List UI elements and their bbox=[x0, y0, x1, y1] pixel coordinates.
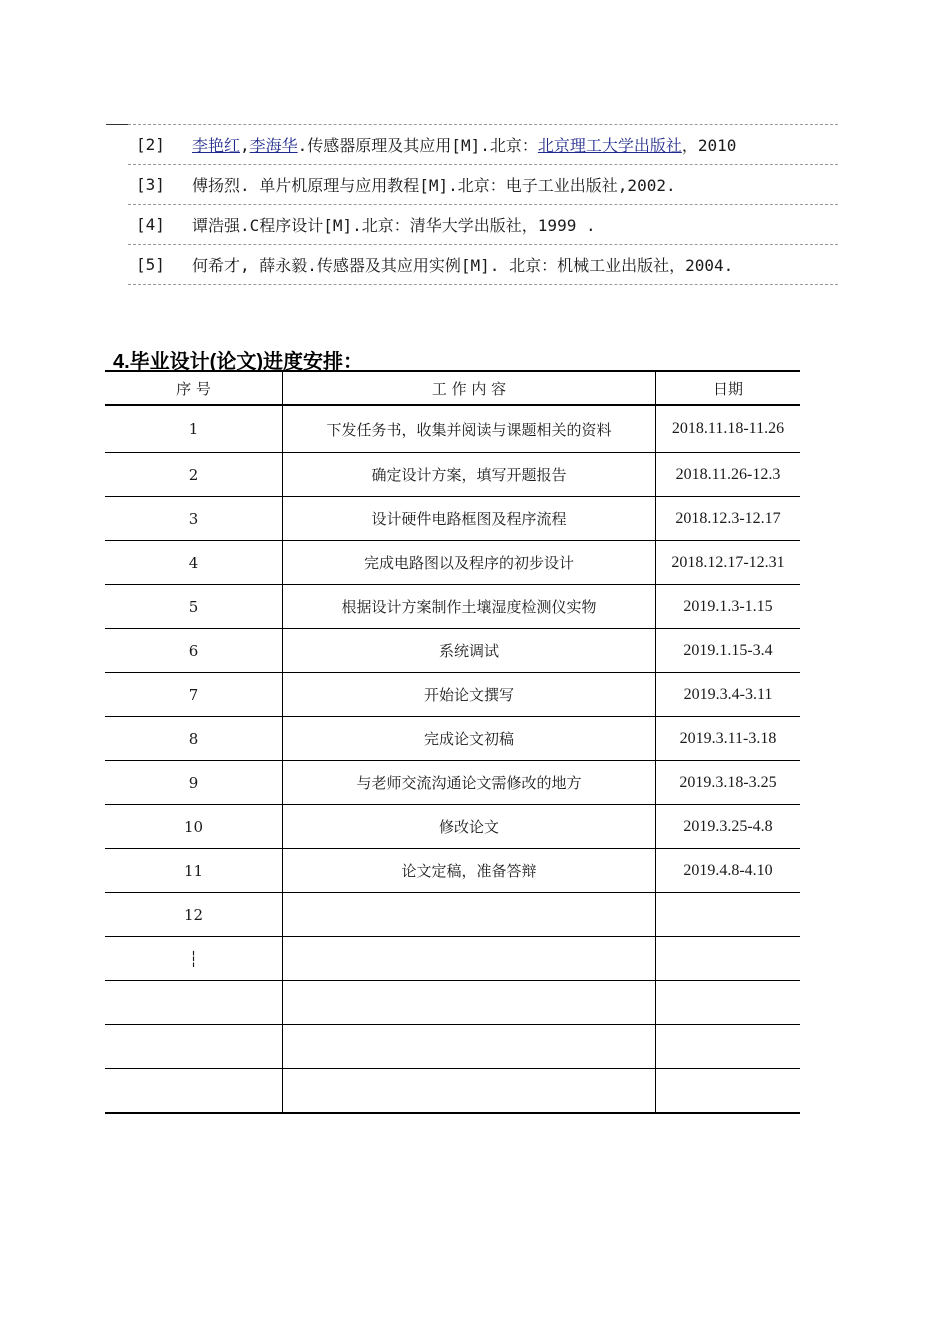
reference-item bbox=[128, 245, 838, 285]
row-content bbox=[283, 981, 656, 1025]
table-row bbox=[105, 805, 800, 849]
table-row bbox=[105, 497, 800, 541]
table-row bbox=[105, 541, 800, 585]
row-date: 2019.3.11-3.18 bbox=[656, 717, 801, 761]
row-date: 2018.12.17-12.31 bbox=[656, 541, 801, 585]
row-date: 2018.12.3-12.17 bbox=[656, 497, 801, 541]
row-date bbox=[656, 1069, 801, 1114]
row-seq: 8 bbox=[105, 717, 283, 761]
reference-text bbox=[192, 253, 733, 276]
row-content bbox=[283, 893, 656, 937]
row-content: 设计硬件电路框图及程序流程 bbox=[283, 497, 656, 541]
row-content: 根据设计方案制作土壤湿度检测仪实物 bbox=[283, 585, 656, 629]
row-content: 完成论文初稿 bbox=[283, 717, 656, 761]
row-date: 2019.3.4-3.11 bbox=[656, 673, 801, 717]
reference-link[interactable]: 李海华 bbox=[249, 136, 298, 155]
reference-list bbox=[128, 124, 838, 285]
row-content bbox=[283, 1069, 656, 1114]
reference-number: [5] bbox=[136, 255, 165, 274]
table-row bbox=[105, 1025, 800, 1069]
reference-link[interactable]: 李艳红 bbox=[192, 136, 241, 155]
row-content: 修改论文 bbox=[283, 805, 656, 849]
table-row bbox=[105, 453, 800, 497]
reference-item bbox=[128, 165, 838, 205]
reference-text bbox=[192, 173, 676, 196]
row-content: 论文定稿，准备答辩 bbox=[283, 849, 656, 893]
table-row bbox=[105, 629, 800, 673]
row-date: 2018.11.18-11.26 bbox=[656, 405, 801, 453]
reference-text bbox=[192, 213, 596, 236]
table-row bbox=[105, 1069, 800, 1114]
row-date bbox=[656, 981, 801, 1025]
table-header-row bbox=[105, 371, 800, 405]
table-row bbox=[105, 673, 800, 717]
row-seq: 3 bbox=[105, 497, 283, 541]
row-seq: 1 bbox=[105, 405, 283, 453]
row-seq: 10 bbox=[105, 805, 283, 849]
row-seq: 2 bbox=[105, 453, 283, 497]
row-seq bbox=[105, 1025, 283, 1069]
reference-link[interactable]: 北京理工大学出版社 bbox=[537, 136, 682, 155]
row-seq: 6 bbox=[105, 629, 283, 673]
reference-number: [3] bbox=[136, 175, 165, 194]
row-seq: 9 bbox=[105, 761, 283, 805]
row-seq: ┆ bbox=[105, 937, 283, 981]
reference-text-part: 谭浩强.C程序设计[M].北京：清华大学出版社，1999 . bbox=[192, 216, 596, 235]
row-seq: 5 bbox=[105, 585, 283, 629]
reference-item bbox=[128, 125, 838, 165]
reference-number: [2] bbox=[136, 135, 165, 154]
row-content bbox=[283, 937, 656, 981]
table-row bbox=[105, 717, 800, 761]
reference-text-part: 何希才, 薛永毅.传感器及其应用实例[M]. 北京：机械工业出版社，2004. bbox=[192, 256, 734, 275]
table-row bbox=[105, 585, 800, 629]
reference-number: [4] bbox=[136, 215, 165, 234]
reference-text-part: , bbox=[240, 136, 250, 155]
header-date: 日期 bbox=[656, 371, 801, 405]
row-date: 2019.4.8-4.10 bbox=[656, 849, 801, 893]
row-content: 与老师交流沟通论文需修改的地方 bbox=[283, 761, 656, 805]
row-date: 2018.11.26-12.3 bbox=[656, 453, 801, 497]
row-date bbox=[656, 937, 801, 981]
row-date bbox=[656, 893, 801, 937]
header-seq: 序 号 bbox=[105, 371, 283, 405]
schedule-table bbox=[105, 370, 800, 1114]
table-row bbox=[105, 761, 800, 805]
reference-text-part: .传感器原理及其应用[M].北京： bbox=[297, 136, 538, 155]
row-content bbox=[283, 1025, 656, 1069]
row-content: 开始论文撰写 bbox=[283, 673, 656, 717]
row-content: 确定设计方案，填写开题报告 bbox=[283, 453, 656, 497]
row-date: 2019.3.25-4.8 bbox=[656, 805, 801, 849]
table-row bbox=[105, 849, 800, 893]
row-content: 系统调试 bbox=[283, 629, 656, 673]
row-seq bbox=[105, 981, 283, 1025]
row-content: 完成电路图以及程序的初步设计 bbox=[283, 541, 656, 585]
top-rule bbox=[106, 124, 128, 125]
table-row bbox=[105, 937, 800, 981]
reference-text-part: ，2010 bbox=[681, 136, 737, 155]
row-seq: 11 bbox=[105, 849, 283, 893]
row-seq: 12 bbox=[105, 893, 283, 937]
table-row bbox=[105, 981, 800, 1025]
row-seq bbox=[105, 1069, 283, 1114]
header-content: 工 作 内 容 bbox=[283, 371, 656, 405]
reference-item bbox=[128, 205, 838, 245]
reference-text bbox=[192, 133, 736, 156]
row-date: 2019.3.18-3.25 bbox=[656, 761, 801, 805]
row-date bbox=[656, 1025, 801, 1069]
row-date: 2019.1.15-3.4 bbox=[656, 629, 801, 673]
table-row bbox=[105, 405, 800, 453]
table-row bbox=[105, 893, 800, 937]
reference-text-part: 傅扬烈. 单片机原理与应用教程[M].北京：电子工业出版社,2002. bbox=[192, 176, 676, 195]
row-seq: 4 bbox=[105, 541, 283, 585]
row-content: 下发任务书，收集并阅读与课题相关的资料 bbox=[283, 405, 656, 453]
row-date: 2019.1.3-1.15 bbox=[656, 585, 801, 629]
section-title: 4.毕业设计(论文)进度安排： bbox=[113, 351, 363, 373]
row-seq: 7 bbox=[105, 673, 283, 717]
